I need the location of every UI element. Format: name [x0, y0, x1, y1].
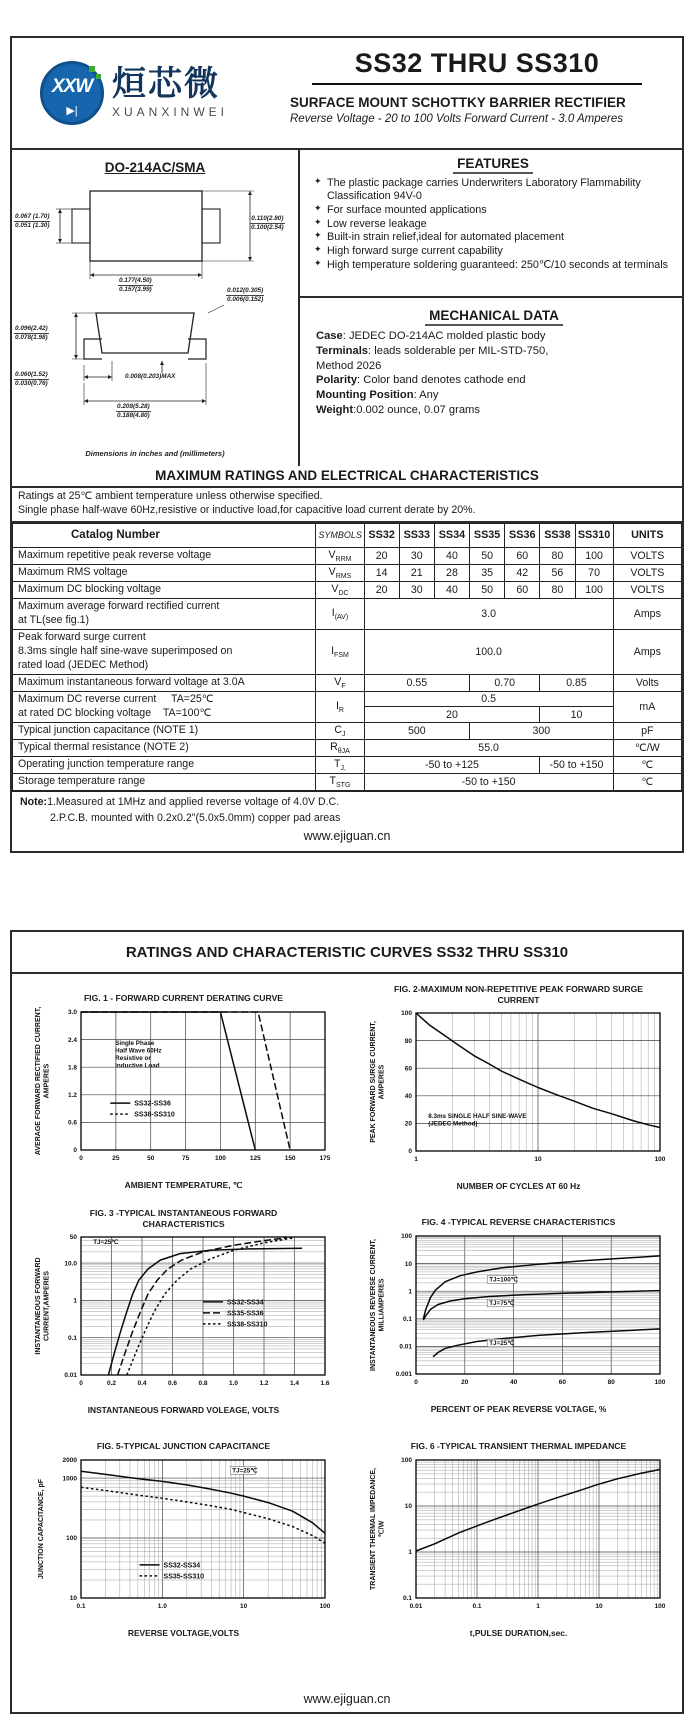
table-cell: $V_{RMS}$ — [316, 564, 364, 581]
table-cell: Amps — [613, 629, 681, 674]
ratings-heading: MAXIMUM RATINGS AND ELECTRICAL CHARACTERISTICS — [12, 466, 682, 488]
svg-text:TJ=100℃: TJ=100℃ — [488, 1276, 518, 1284]
logo-xxw-text: XXW — [51, 76, 93, 97]
svg-text:0.001: 0.001 — [395, 1371, 412, 1379]
svg-text:0.01: 0.01 — [398, 1343, 412, 1351]
svg-text:0: 0 — [72, 1147, 77, 1155]
svg-text:JUNCTION CAPACITANCE, pF: JUNCTION CAPACITANCE, pF — [37, 1478, 45, 1580]
figure-5-chart — [31, 1454, 337, 1624]
svg-text:60: 60 — [404, 1065, 412, 1073]
ratings-table-head — [13, 523, 682, 547]
svg-text:10: 10 — [239, 1603, 247, 1610]
svg-text:(JEDEC Method): (JEDEC Method) — [427, 1120, 478, 1128]
ratings-table — [12, 523, 682, 793]
feature-item: ✦ High forward surge current capability — [314, 243, 503, 257]
figure-2-chart — [366, 1007, 672, 1177]
svg-text:40: 40 — [509, 1379, 517, 1386]
figure-6-title: FIG. 6 -TYPICAL TRANSIENT THERMAL IMPEDANCE — [410, 1441, 627, 1452]
figure-4-xlabel: PERCENT OF PEAK REVERSE VOLTAGE, % — [430, 1404, 607, 1414]
svg-text:Inductive Load: Inductive Load — [114, 1062, 160, 1070]
svg-text:SS35-SS36: SS35-SS36 — [226, 1310, 264, 1318]
table-cell: -50 to +150 — [364, 774, 613, 792]
svg-text:MILLIAMPERES: MILLIAMPERES — [378, 1278, 385, 1332]
mechanical-lines — [316, 329, 672, 418]
svg-text:SS32-SS34: SS32-SS34 — [226, 1299, 264, 1307]
dim-body-height: 0.110(2.80) 0.100(2.54) — [251, 215, 284, 231]
svg-text:25: 25 — [111, 1155, 119, 1162]
logo-green-square-icon — [96, 74, 101, 79]
svg-text:1.6: 1.6 — [319, 1380, 330, 1388]
table-cell: mA — [613, 691, 681, 722]
logo-circle-icon — [40, 61, 104, 125]
mech-terminals-cont: Method 2026 — [316, 359, 382, 372]
dim-body-width: 0.177(4.50) 0.157(3.99) — [119, 277, 152, 293]
svg-text:3.0: 3.0 — [67, 1009, 77, 1017]
svg-text:0.6: 0.6 — [167, 1380, 177, 1388]
table-cell: 20 — [364, 547, 399, 564]
mech-mounting: Mounting Position: Any — [316, 389, 439, 402]
header — [12, 38, 682, 150]
table-cell: Typical thermal resistance (NOTE 2) — [13, 739, 316, 756]
svg-text:0: 0 — [78, 1380, 83, 1388]
table-header-symbols: SYMBOLS — [316, 523, 364, 547]
svg-text:0.1: 0.1 — [75, 1603, 86, 1610]
svg-text:0.01: 0.01 — [63, 1372, 77, 1380]
svg-text:50: 50 — [69, 1234, 77, 1242]
svg-text:75: 75 — [181, 1155, 189, 1162]
page2-footer-url: www.ejiguan.cn — [303, 1692, 391, 1706]
table-cell: pF — [613, 722, 681, 739]
table-cell: 40 — [434, 547, 469, 564]
table-row — [13, 564, 682, 581]
figure-5-xlabel: REVERSE VOLTAGE,VOLTS — [127, 1628, 240, 1638]
company-logo — [12, 38, 280, 148]
svg-text:150: 150 — [284, 1155, 296, 1162]
table-cell: -50 to +150 — [540, 756, 613, 773]
table-row — [13, 691, 682, 706]
logo-text — [112, 67, 228, 119]
svg-text:0: 0 — [407, 1148, 412, 1156]
table-cell: 42 — [505, 564, 540, 581]
ratings-summary: Reverse Voltage - 20 to 100 Volts Forward Current - 3.0 Amperes — [290, 113, 624, 125]
svg-text:SS38-SS310: SS38-SS310 — [133, 1111, 175, 1119]
svg-text:1: 1 — [407, 1288, 412, 1296]
table-header-ss38: SS38 — [540, 523, 575, 547]
table-cell: 20 — [364, 581, 399, 598]
table-row — [13, 674, 682, 691]
figure-2-xlabel: NUMBER OF CYCLES AT 60 Hz — [456, 1181, 581, 1192]
table-cell: 0.70 — [470, 674, 540, 691]
table-cell: 35 — [470, 564, 505, 581]
svg-text:125: 125 — [249, 1155, 261, 1162]
svg-text:20: 20 — [460, 1379, 468, 1386]
svg-text:100: 100 — [654, 1156, 665, 1164]
table-cell: ℃/W — [613, 739, 681, 756]
table-cell: 0.5 — [364, 691, 613, 706]
mech-polarity: Polarity: Color band denotes cathode end — [316, 374, 526, 387]
figure-6-chart — [366, 1454, 672, 1624]
table-cell: $V_F$ — [316, 674, 364, 691]
svg-text:80: 80 — [404, 1038, 412, 1046]
table-cell: $R_{\theta JA}$ — [316, 739, 364, 756]
svg-text:0.1: 0.1 — [67, 1335, 77, 1343]
table-header-units: UNITS — [613, 523, 681, 547]
bullet-icon: ✦ — [314, 216, 322, 227]
curves-heading: RATINGS AND CHARACTERISTIC CURVES SS32 THRU SS310 — [12, 932, 682, 974]
condition-line: Single phase half-wave 60Hz,resistive or inductive load,for capacitive load current derate by 20%. — [18, 503, 476, 516]
svg-text:100: 100 — [654, 1379, 665, 1386]
figure-6-xlabel: t,PULSE DURATION,sec. — [469, 1628, 568, 1638]
svg-text:0.2: 0.2 — [106, 1380, 116, 1388]
bullet-icon: ✦ — [314, 257, 322, 268]
table-cell: 0.55 — [364, 674, 469, 691]
table-cell: 100.0 — [364, 629, 613, 674]
svg-text:10: 10 — [404, 1503, 412, 1511]
svg-text:8.3ms SINGLE HALF SINE-WAVE: 8.3ms SINGLE HALF SINE-WAVE — [427, 1113, 526, 1121]
table-cell: 500 — [364, 722, 469, 739]
page-1 — [10, 36, 684, 853]
mech-weight: Weight:0.002 ounce, 0.07 grams — [316, 403, 480, 416]
svg-text:1.0: 1.0 — [228, 1380, 238, 1388]
svg-text:100: 100 — [654, 1603, 665, 1610]
table-header-catalog-number: Catalog Number — [13, 523, 316, 547]
svg-text:1: 1 — [413, 1156, 418, 1164]
table-cell: Maximum repetitive peak reverse voltage — [13, 547, 316, 564]
features-mechanical-column — [300, 150, 682, 466]
table-header-ss35: SS35 — [470, 523, 505, 547]
table-cell: ℃ — [613, 756, 681, 773]
table-cell: 40 — [434, 581, 469, 598]
svg-text:0.1: 0.1 — [402, 1316, 412, 1323]
svg-text:1.4: 1.4 — [289, 1380, 299, 1388]
bullet-icon: ✦ — [314, 243, 322, 254]
svg-text:1.0: 1.0 — [157, 1603, 167, 1610]
mech-case: Case: JEDEC DO-214AC molded plastic body — [316, 330, 546, 342]
table-cell: Maximum DC reverse current TA=25℃ at rated DC blocking voltage TA=100℃ — [13, 691, 316, 722]
svg-text:TJ=75℃: TJ=75℃ — [488, 1300, 514, 1307]
svg-text:SS38-SS310: SS38-SS310 — [226, 1321, 267, 1329]
table-cell: -50 to +125 — [364, 756, 540, 773]
table-row — [13, 547, 682, 564]
figure-6 — [351, 1432, 686, 1656]
table-row — [13, 722, 682, 739]
table-cell: Operating junction temperature range — [13, 756, 316, 773]
figure-1-xlabel: AMBIENT TEMPERATURE, ℃ — [124, 1180, 243, 1190]
bullet-icon: ✦ — [314, 202, 322, 213]
figure-2-title: FIG. 2-MAXIMUM NON-REPETITIVE PEAK FORWARD SURGE CURRENT — [393, 984, 644, 1005]
mech-terminals: Terminals: leads solderable per MIL-STD-750, — [316, 344, 549, 357]
svg-text:1.2: 1.2 — [258, 1380, 269, 1388]
svg-text:100: 100 — [319, 1603, 330, 1610]
table-row — [13, 581, 682, 598]
table-cell: 50 — [470, 547, 505, 564]
svg-text:Half Wave 60Hz: Half Wave 60Hz — [114, 1047, 161, 1055]
svg-text:℃/W: ℃/W — [378, 1520, 385, 1538]
svg-text:100: 100 — [400, 1010, 412, 1018]
table-cell: Maximum DC blocking voltage — [13, 581, 316, 598]
svg-text:1: 1 — [535, 1603, 540, 1610]
table-cell: 80 — [540, 547, 575, 564]
table-cell: VOLTS — [613, 581, 681, 598]
table-cell: 30 — [399, 581, 434, 598]
svg-text:TJ=25℃: TJ=25℃ — [92, 1239, 118, 1247]
table-cell: 60 — [505, 581, 540, 598]
condition-line: Ratings at 25℃ ambient temperature unless otherwise specified. — [18, 490, 323, 502]
table-cell: VOLTS — [613, 564, 681, 581]
figure-3-chart — [31, 1231, 337, 1401]
table-cell: $T_{STG}$ — [316, 774, 364, 792]
svg-text:50: 50 — [146, 1155, 154, 1162]
package-drawing-section — [12, 150, 300, 466]
package-name: DO-214AC/SMA — [104, 160, 206, 175]
svg-text:1: 1 — [72, 1298, 77, 1306]
note-line-1: Note:1.Measured at 1MHz and applied reverse voltage of 4.0V D.C. — [20, 796, 340, 809]
device-type-subtitle: SURFACE MOUNT SCHOTTKY BARRIER RECTIFIER — [290, 95, 626, 110]
table-cell: 21 — [399, 564, 434, 581]
table-cell: Maximum average forward rectified current at TL(see fig.1) — [13, 598, 316, 629]
mechanical-data-section — [300, 298, 682, 466]
table-cell: 28 — [434, 564, 469, 581]
figure-1 — [16, 984, 351, 1208]
feature-item: ✦ For surface mounted applications — [314, 202, 487, 216]
table-cell: $V_{DC}$ — [316, 581, 364, 598]
svg-text:TJ=25℃: TJ=25℃ — [231, 1467, 257, 1475]
title-block — [280, 38, 682, 148]
table-cell: Peak forward surge current 8.3ms single half sine-wave superimposed on rated load (JEDEC Method) — [13, 629, 316, 674]
features-heading: FEATURES — [314, 156, 672, 171]
svg-text:100: 100 — [214, 1155, 226, 1162]
figure-2 — [351, 984, 686, 1208]
table-cell: 100 — [575, 547, 613, 564]
svg-text:0: 0 — [78, 1155, 83, 1162]
figure-5-title: FIG. 5-TYPICAL JUNCTION CAPACITANCE — [96, 1441, 271, 1452]
svg-text:100: 100 — [400, 1233, 412, 1241]
table-cell: 50 — [470, 581, 505, 598]
table-row — [13, 629, 682, 674]
figure-3-title: FIG. 3 -TYPICAL INSTANTANEOUS FORWARD CHARACTERISTICS — [89, 1208, 278, 1229]
svg-text:AMPERES: AMPERES — [43, 1063, 50, 1099]
table-cell: Amps — [613, 598, 681, 629]
table-cell: Storage temperature range — [13, 774, 316, 792]
dim-total-width: 0.208(5.28) 0.188(4.80) — [117, 403, 150, 419]
svg-text:PEAK FORWARD SURGE CURRENT,: PEAK FORWARD SURGE CURRENT, — [369, 1021, 377, 1144]
svg-text:1: 1 — [407, 1549, 412, 1557]
title-underline — [312, 83, 641, 85]
dim-lead-thickness: 0.012(0.305) 0.006(0.152) — [227, 287, 264, 303]
table-notes — [12, 792, 682, 826]
table-header-ss34: SS34 — [434, 523, 469, 547]
table-header-ss36: SS36 — [505, 523, 540, 547]
table-cell: $V_{RRM}$ — [316, 547, 364, 564]
table-cell: 55.0 — [364, 739, 613, 756]
table-cell: 14 — [364, 564, 399, 581]
feature-item: ✦ The plastic package carries Underwriters Laboratory Flammability Classification 94V-0 — [314, 176, 641, 203]
feature-item: ✦ Low reverse leakage — [314, 216, 427, 230]
package-and-features — [12, 150, 682, 466]
table-cell: 10 — [540, 707, 613, 722]
feature-item: ✦ Built-in strain relief,ideal for automated placement — [314, 230, 565, 244]
dim-tab-height: 0.067 (1.70) 0.051 (1.30) — [15, 213, 50, 229]
svg-text:0.01: 0.01 — [409, 1603, 422, 1610]
svg-text:10: 10 — [69, 1595, 77, 1603]
svg-text:0.1: 0.1 — [402, 1595, 412, 1603]
figure-3 — [16, 1208, 351, 1432]
package-drawing — [12, 175, 298, 437]
ratings-table-body — [13, 547, 682, 791]
ratings-conditions — [12, 488, 682, 523]
table-cell: 20 — [364, 707, 540, 722]
svg-text:0.4: 0.4 — [136, 1380, 147, 1388]
svg-text:80: 80 — [607, 1379, 615, 1386]
svg-text:1.2: 1.2 — [67, 1092, 77, 1099]
feature-item: ✦ High temperature soldering guaranteed: 250℃/10 seconds at terminals — [314, 257, 669, 271]
svg-text:TJ=25℃: TJ=25℃ — [488, 1340, 514, 1348]
table-cell: VOLTS — [613, 547, 681, 564]
table-cell: 3.0 — [364, 598, 613, 629]
dim-lead-length: 0.060(1.52) 0.030(0.76) — [15, 371, 48, 387]
bullet-icon: ✦ — [314, 176, 322, 186]
part-number-title: SS32 THRU SS310 — [354, 48, 600, 78]
svg-text:0: 0 — [413, 1379, 418, 1386]
table-cell: 30 — [399, 547, 434, 564]
features-section — [300, 150, 682, 298]
table-row — [13, 774, 682, 792]
diode-symbol-icon: ▶| — [66, 105, 78, 117]
svg-text:10: 10 — [404, 1260, 412, 1268]
svg-text:0.6: 0.6 — [67, 1119, 77, 1127]
figure-3-xlabel: INSTANTANEOUS FORWARD VOLEAGE, VOLTS — [87, 1405, 280, 1416]
svg-text:Single Phase: Single Phase — [114, 1040, 154, 1048]
table-cell: 100 — [575, 581, 613, 598]
table-row — [13, 739, 682, 756]
table-header-ss310: SS310 — [575, 523, 613, 547]
svg-text:175: 175 — [319, 1155, 330, 1162]
svg-text:1000: 1000 — [62, 1475, 77, 1483]
figure-4-chart — [366, 1230, 672, 1400]
svg-text:INSTANTANEOUS FORWARD: INSTANTANEOUS FORWARD — [34, 1257, 42, 1356]
table-cell: $T_{J,}$ — [316, 756, 364, 773]
table-cell: $I_{FSM}$ — [316, 629, 364, 674]
dim-side-height: 0.096(2.42) 0.078(1.98) — [15, 325, 48, 341]
svg-text:10: 10 — [594, 1603, 603, 1610]
svg-text:AVERAGE FORWARD RECTIFIED CURR: AVERAGE FORWARD RECTIFIED CURRENT, — [34, 1006, 42, 1156]
svg-text:60: 60 — [558, 1379, 566, 1386]
table-cell: Volts — [613, 674, 681, 691]
figures-grid — [12, 974, 682, 1656]
svg-text:20: 20 — [404, 1121, 412, 1129]
table-cell: ℃ — [613, 774, 681, 792]
dimensions-caption: Dimensions in inches and (millimeters) — [85, 449, 225, 458]
table-cell: Maximum RMS voltage — [13, 564, 316, 581]
logo-green-square-icon — [89, 66, 95, 72]
svg-text:SS32-SS36: SS32-SS36 — [133, 1100, 171, 1108]
table-cell: 80 — [540, 581, 575, 598]
table-header-ss32: SS32 — [364, 523, 399, 547]
figure-5 — [16, 1432, 351, 1656]
table-header-ss33: SS33 — [399, 523, 434, 547]
svg-text:2000: 2000 — [62, 1457, 77, 1465]
mechanical-heading: MECHANICAL DATA — [316, 308, 672, 323]
table-cell: $I_{(AV)}$ — [316, 598, 364, 629]
table-row — [13, 598, 682, 629]
features-list — [314, 177, 672, 272]
table-cell: 300 — [470, 722, 614, 739]
table-cell: Maximum instantaneous forward voltage at 3.0A — [13, 674, 316, 691]
figure-4 — [351, 1208, 686, 1432]
page-2 — [10, 930, 684, 1714]
table-cell: 0.85 — [540, 674, 613, 691]
table-cell: 60 — [505, 547, 540, 564]
svg-text:10.0: 10.0 — [63, 1260, 77, 1268]
table-cell: 56 — [540, 564, 575, 581]
svg-text:Resistive or: Resistive or — [114, 1055, 151, 1063]
svg-text:0.1: 0.1 — [471, 1603, 482, 1610]
svg-text:2.4: 2.4 — [67, 1036, 77, 1044]
table-cell: Typical junction capacitance (NOTE 1) — [13, 722, 316, 739]
svg-text:CURRENT,AMPERES: CURRENT,AMPERES — [43, 1271, 50, 1342]
note-line-2: 2.P.C.B. mounted with 0.2x0.2"(5.0x5.0mm) copper pad areas — [50, 811, 341, 824]
svg-text:SS32-SS34: SS32-SS34 — [163, 1562, 200, 1570]
svg-text:100: 100 — [400, 1457, 412, 1465]
page1-footer-url: www.ejiguan.cn — [303, 829, 391, 843]
bullet-icon: ✦ — [314, 230, 322, 241]
svg-text:40: 40 — [404, 1093, 412, 1101]
figure-1-chart — [31, 1006, 337, 1176]
table-cell: 70 — [575, 564, 613, 581]
svg-text:AMPERES: AMPERES — [378, 1065, 385, 1100]
table-cell: $C_J$ — [316, 722, 364, 739]
table-cell: $I_R$ — [316, 691, 364, 722]
svg-text:SS35-SS310: SS35-SS310 — [163, 1573, 204, 1581]
dim-standoff: 0.008(0.203)MAX — [125, 373, 176, 380]
figure-4-title: FIG. 4 -TYPICAL REVERSE CHARACTERISTICS — [421, 1217, 616, 1228]
svg-text:1.8: 1.8 — [67, 1064, 77, 1072]
svg-text:0.8: 0.8 — [197, 1380, 208, 1388]
logo-latin-name: XUANXINWEI — [112, 104, 229, 119]
svg-text:TRANSIENT THERMAL IMPEDANCE,: TRANSIENT THERMAL IMPEDANCE, — [369, 1468, 377, 1590]
svg-text:100: 100 — [65, 1535, 77, 1543]
svg-text:10: 10 — [533, 1156, 542, 1164]
svg-text:INSTANTANEOUS REVERSE CURRENT,: INSTANTANEOUS REVERSE CURRENT, — [369, 1239, 377, 1371]
table-row — [13, 756, 682, 773]
logo-chinese-name: 烜芯微 — [112, 65, 220, 104]
figure-1-title: FIG. 1 - FORWARD CURRENT DERATING CURVE — [83, 993, 284, 1004]
